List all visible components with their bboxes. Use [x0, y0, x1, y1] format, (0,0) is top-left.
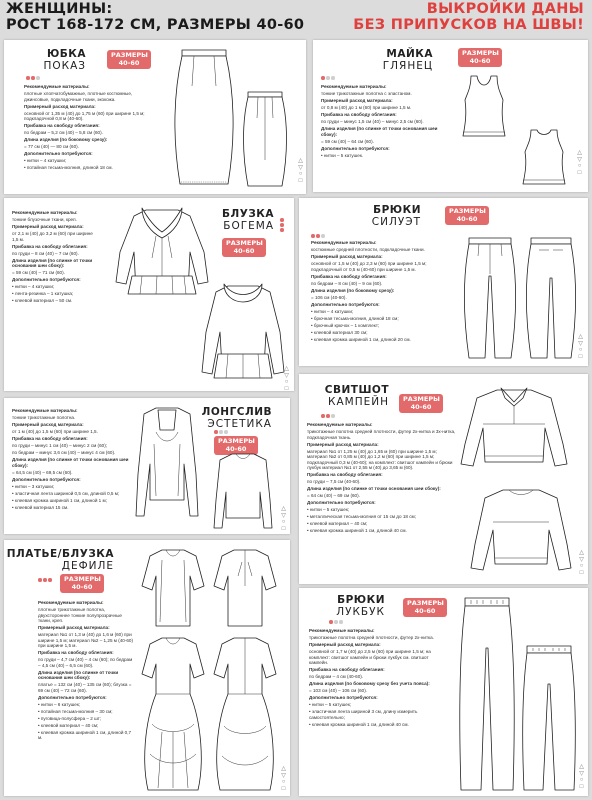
section-text: = 59 см (40) – 64 см (60). — [321, 138, 374, 144]
card-description — [24, 84, 149, 172]
mark-symbol: △ — [284, 366, 289, 372]
section-heading: Длина изделия (по спинке от точки основания шеи сбоку): — [12, 457, 129, 468]
difficulty-dots — [311, 234, 325, 238]
card-pants-siluet[interactable] — [299, 198, 588, 366]
skirt-front-illustration — [172, 46, 236, 186]
section-heading: Рекомендуемые материалы: — [38, 600, 104, 605]
section-heading: Дополнительно потребуются: — [309, 695, 378, 700]
card-title — [361, 204, 421, 228]
blouse-front-illustration — [140, 546, 206, 630]
mark-symbol: ▽ — [281, 512, 286, 519]
badge-label: РАЗМЕРЫ — [449, 207, 486, 215]
section-text: по груди – 8 см (40) – 7 см (60). — [12, 250, 79, 256]
section-heading: Прибавка на свободу облегания: — [311, 273, 387, 279]
top-front-illustration — [459, 74, 509, 138]
badge-sizes: 40-60 — [414, 606, 436, 615]
card-title — [6, 548, 114, 572]
section-text: • клеевой материал 15 см. — [12, 504, 69, 510]
section-heading: Рекомендуемые материалы: — [321, 84, 387, 89]
dress-back-illustration — [212, 634, 278, 792]
mark-symbol: △ — [281, 506, 286, 512]
blouse-back-illustration — [212, 546, 278, 630]
mark-symbol: △ — [281, 766, 286, 772]
mark-symbol: ○ — [284, 379, 289, 385]
badge-sizes: 40-60 — [71, 582, 93, 591]
mark-symbol: ▽ — [298, 164, 303, 171]
difficulty-dots — [214, 430, 228, 434]
section-heading: Прибавка на свободу облегания: — [24, 123, 100, 128]
mark-symbol: ▽ — [281, 772, 286, 779]
skirt-back-illustration — [242, 90, 288, 188]
section-heading: Длина изделия (по спинке от точки основания шеи сбоку): — [38, 669, 119, 680]
section-text: материал №1 от 1,25 м (40) до 1,65 м (60) при ширине 1,5 м; материал №2 от 0,85 м (40) до 1,2 м (60) при ширине 1,5 м; подкладочный 0,3 м (40-60); на комплект: свитшот кампейн и брюки лукбук материал №1 от 2,55 м (40) до 3,65 м (60). — [307, 448, 453, 470]
mark-symbol: □ — [579, 783, 584, 790]
section-text: • нитки – 5 катушек. — [321, 152, 364, 158]
section-text: • нитки – 4 катушки; — [12, 284, 55, 289]
section-text: • брючный крючок – 1 комплект; — [311, 322, 380, 328]
section-heading: Длина изделия (по спинке от точки основания шеи сбоку): — [12, 257, 93, 268]
section-text: трикотажные полотна средней плотности, футер 2х-нитка и 3х-нитка, подкладочная ткань. — [307, 429, 456, 440]
section-text: = 77 см (40) — 80 см (60). — [24, 144, 79, 149]
section-text: по бедрам – 4 см (40-60). — [309, 674, 364, 679]
section-text: • клеевая кромка шириной 1 см, длиной 0,7 м. — [38, 729, 132, 740]
section-text: по груди – минус 1,5 см (40) – минус 2,5 см (60). — [321, 119, 424, 124]
section-heading: Длина изделия (по боковому срезу без учета пояса): — [309, 681, 430, 686]
section-text: = 106 см (40-60). — [311, 294, 347, 300]
side-marks — [280, 766, 287, 792]
section-text: = 64,5 см (40) – 69,5 см (60). — [12, 469, 73, 475]
pants-front-illustration — [461, 236, 519, 360]
garment-type: СВИТШОТ — [324, 384, 389, 396]
difficulty-dots — [280, 218, 284, 232]
section-text: • лента-резинка – 1 катушка; — [12, 291, 74, 296]
difficulty-dots — [329, 620, 343, 624]
top-back-illustration — [521, 128, 567, 186]
size-badge — [60, 574, 104, 593]
badge-label: РАЗМЕРЫ — [111, 51, 148, 59]
section-text: основной от 1,7 м (40) до 2,5 м (60) при ширине 1,5 м; на комплект: свитшот кампейн и брюки лукбук см. свитшот кампейн. — [309, 649, 431, 665]
section-heading: Рекомендуемые материалы: — [12, 408, 78, 413]
section-heading: Рекомендуемые материалы: — [307, 422, 373, 427]
section-text: = 103 см (40) – 106 см (60). — [309, 688, 368, 693]
model-name: ЭСТЕТИКА — [207, 418, 272, 430]
section-text: • брючная тесьма-молния, длиной 18 см; — [311, 315, 399, 321]
card-title — [325, 594, 385, 618]
card-blouse[interactable] — [4, 198, 294, 391]
mark-symbol: △ — [578, 334, 583, 340]
section-heading: Примерный расход материала: — [12, 422, 84, 427]
section-text: по бедрам – 5,2 см (40) – 5,8 см (60). — [24, 130, 103, 135]
difficulty-dots — [321, 76, 335, 80]
mark-symbol: ▽ — [284, 372, 289, 379]
section-text: = 64 см (40) – 69 см (60). — [307, 493, 360, 498]
card-title — [319, 384, 389, 408]
section-text: • нитки – 4 катушки; — [311, 308, 354, 314]
side-marks — [297, 158, 304, 184]
section-text: • нитки – 5 катушек; — [307, 507, 350, 512]
side-marks — [578, 550, 585, 576]
section-text: • эластичная лента шириной 0,5 см, длиной 0,5 м; — [12, 490, 120, 496]
card-top[interactable] — [313, 40, 588, 192]
section-heading: Дополнительно потребуются: — [311, 301, 380, 307]
card-description — [38, 600, 136, 742]
section-text: • клеевая кромка шириной 1 см, длиной 1 м; — [12, 497, 107, 503]
section-heading: Примерный расход материала: — [24, 103, 96, 109]
badge-sizes: 40-60 — [469, 56, 491, 65]
section-text: • пуговица-полусфера – 2 шт; — [38, 715, 102, 721]
size-badge — [399, 394, 443, 413]
section-heading: Дополнительно потребуются: — [24, 151, 93, 156]
section-text: • нитки – 3 катушки; — [12, 483, 55, 489]
section-heading: Рекомендуемые материалы: — [309, 628, 375, 633]
card-sweatshirt[interactable] — [299, 374, 588, 584]
model-name: ДЕФИЛЕ — [61, 560, 114, 572]
card-description — [309, 628, 443, 729]
section-text: по бедрам – 8 см (40) – 9 см (60). — [311, 280, 383, 286]
badge-label: РАЗМЕРЫ — [462, 49, 499, 57]
mark-symbol: □ — [284, 385, 289, 391]
section-text: плотные трикотажные полотна, двухстороннее тонкие полупрозрачные ткани, креп. — [38, 607, 122, 623]
mark-symbol: ○ — [578, 347, 583, 353]
mark-symbol: □ — [281, 525, 286, 532]
section-text: материал №1 от 1,3 м (40) до 1,6 м (60) при ширине 1,5 м; материал №2 – 1,25 м (40-60) при ширине 1,5 м. — [38, 632, 134, 648]
size-badge — [445, 206, 489, 225]
difficulty-dots — [38, 578, 52, 582]
section-heading: Длина изделия (по боковому срезу): — [311, 287, 395, 293]
section-text: трикотажные полотна средней плотности, футер 2х-нитка. — [309, 635, 434, 640]
section-text: • клеевой материал – 50 см. — [12, 298, 73, 303]
card-pants-lookbuk[interactable] — [299, 588, 588, 796]
section-text: основной от 1,35 м (40) до 1,75 м (60) при ширине 1,5 м; подкладочной 0,8 м (40-60). — [24, 110, 145, 121]
mark-symbol: ○ — [281, 779, 286, 785]
size-badge — [107, 50, 151, 69]
model-name: ГЛЯНЕЦ — [382, 60, 433, 72]
section-text: • клеевой материал – 40 см; — [307, 521, 368, 526]
garment-type: БРЮКИ — [373, 204, 421, 216]
mark-symbol: ▽ — [579, 770, 584, 777]
section-text: • потайная тесьма-молния – 30 см; — [38, 708, 113, 714]
mark-symbol: ○ — [579, 563, 584, 569]
badge-label: РАЗМЕРЫ — [403, 395, 440, 403]
section-text: по бедрам – минус 3,6 см (40) – минус 4 см (60). — [12, 450, 116, 455]
section-text: • металлическая тесьма-молния от 15 см до 18 см; — [307, 514, 416, 519]
mark-symbol: ○ — [577, 163, 582, 169]
card-title — [361, 48, 433, 72]
mark-symbol: △ — [577, 150, 582, 156]
mark-symbol: △ — [298, 158, 303, 164]
longsleeve-front-illustration — [134, 404, 200, 530]
section-heading: Прибавка на свободу облегания: — [12, 243, 88, 249]
garment-type: ЛОНГСЛИВ — [201, 406, 272, 418]
mark-symbol: □ — [578, 353, 583, 360]
longsleeve-back-illustration — [212, 452, 274, 532]
mark-symbol: △ — [579, 550, 584, 556]
side-marks — [577, 334, 584, 360]
section-text: • нитки – 5 катушек; — [309, 702, 352, 707]
mark-symbol: □ — [281, 785, 286, 792]
card-title — [208, 208, 274, 232]
size-badge — [458, 48, 502, 67]
badge-label: РАЗМЕРЫ — [407, 599, 444, 607]
badge-sizes: 40-60 — [410, 402, 432, 411]
card-description — [12, 210, 100, 305]
garment-type: БРЮКИ — [337, 594, 385, 606]
section-heading: Примерный расход материала: — [38, 625, 110, 630]
section-heading: Примерный расход материала: — [321, 98, 393, 103]
section-heading: Дополнительно потребуются: — [307, 500, 376, 505]
section-heading: Прибавка на свободу облегания: — [38, 650, 114, 655]
mark-symbol: ▽ — [578, 340, 583, 347]
mark-symbol: ○ — [579, 777, 584, 783]
difficulty-dots — [26, 76, 40, 80]
section-heading: Примерный расход материала: — [309, 642, 381, 647]
garment-type: МАЙКА — [386, 48, 433, 60]
model-name: ЛУКБУК — [336, 606, 385, 618]
section-text: от 2,1 м (40) до 3,2 м (60) при ширине 1,5 м. — [12, 231, 93, 242]
header-title: ЖЕНЩИНЫ: — [6, 1, 113, 17]
section-heading: Дополнительно потребуются: — [12, 277, 81, 282]
page-header-left — [6, 1, 304, 33]
pants-front-illustration — [457, 596, 517, 792]
section-heading: Прибавка на свободу облегания: — [12, 436, 88, 441]
section-text: по груди – 7,5 см (40-60). — [307, 479, 361, 484]
section-text: • нитки – 4 катушки; — [24, 158, 67, 163]
sweatshirt-back-illustration — [469, 486, 573, 572]
card-title — [198, 406, 272, 430]
section-heading: Рекомендуемые материалы: — [24, 84, 90, 89]
side-marks — [578, 764, 585, 790]
section-text: тонкие трикотажные полотна с эластаном. — [321, 91, 412, 96]
section-text: от 0,8 м (40) до 1 м (60) при ширине 1,5 м. — [321, 105, 412, 110]
section-text: костюмные средней плотности, подкладочные ткани. — [311, 247, 425, 252]
warning-line-2: БЕЗ ПРИПУСКОВ НА ШВЫ! — [353, 17, 584, 33]
section-heading: Длина изделия (по боковому срезу): — [24, 137, 108, 142]
section-text: по груди – минус 1 см (40) – минус 2 см (60); — [12, 443, 108, 448]
garment-type: БЛУЗКА — [222, 208, 274, 220]
mark-symbol: □ — [579, 569, 584, 576]
badge-label: РАЗМЕРЫ — [226, 239, 263, 247]
side-marks — [283, 366, 290, 391]
card-dress[interactable] — [4, 540, 290, 796]
section-text: • нитки – 6 катушек; — [38, 701, 81, 707]
badge-sizes: 40-60 — [225, 444, 247, 453]
section-text: • клеевая кромка шириной 1 см, длиной 20 см. — [311, 336, 411, 342]
section-heading: Примерный расход материала: — [307, 441, 379, 447]
dress-front-illustration — [140, 634, 206, 792]
model-name: СИЛУЭТ — [371, 216, 421, 228]
size-badge — [403, 598, 447, 617]
section-heading: Рекомендуемые материалы: — [12, 210, 78, 215]
badge-sizes: 40-60 — [233, 246, 255, 255]
section-heading: Прибавка на свободу облегания: — [309, 667, 385, 672]
section-text: платье = 132 см (40) – 135 см (60); блузка = 69 см (40) – 72 см (60). — [38, 682, 132, 693]
mark-symbol: □ — [298, 177, 303, 184]
section-text: • клеевая кромка шириной 1 см, длиной 40 см. — [307, 528, 407, 533]
section-heading: Дополнительно потребуются: — [38, 694, 107, 700]
section-heading: Примерный расход материала: — [311, 254, 383, 259]
card-description — [307, 422, 457, 535]
blouse-back-illustration — [200, 276, 286, 384]
section-text: • клеевой материал – 40 см; — [38, 722, 99, 728]
card-longsleeve[interactable] — [4, 398, 290, 534]
mark-symbol: ○ — [281, 519, 286, 525]
section-text: = 59 см (40) – 71 см (60). — [12, 270, 65, 275]
blouse-front-illustration — [112, 202, 212, 296]
section-heading: Прибавка на свободу облегания: — [307, 472, 383, 477]
section-heading: Прибавка на свободу облегания: — [321, 112, 397, 117]
mark-symbol: △ — [579, 764, 584, 770]
section-text: • потайная тесьма-молния, длиной 18 см. — [24, 165, 113, 170]
mark-symbol: ○ — [298, 171, 303, 177]
side-marks — [280, 506, 287, 532]
section-text: • клеевая кромка шириной 1 см, длиной 40 см. — [309, 721, 409, 727]
badge-label: РАЗМЕРЫ — [64, 575, 101, 583]
difficulty-dots — [321, 414, 335, 418]
section-text: по груди – 4,7 см (40) – 4 см (60); по бедрам – 4,5 см (40) – 6,5 см (60). — [38, 657, 133, 668]
section-text: от 1 м (40) до 1,5 м (60) при ширине 1,5. — [12, 429, 98, 434]
section-text: • эластичная лента шириной 3 см, длину измерить самостоятельно; — [309, 709, 418, 720]
size-badge — [222, 238, 266, 257]
section-text: плотные хлопчатобумажные, плотные костюмные, джинсовые, подкладочные ткани, экокожа. — [24, 91, 133, 102]
section-heading: Рекомендуемые материалы: — [311, 240, 377, 245]
section-heading: Примерный расход материала: — [12, 224, 84, 229]
section-text: • клеевой материал 30 см; — [311, 329, 368, 335]
section-heading: Длина изделия (по спинке от точки основания шеи сбоку): — [321, 126, 438, 137]
pants-back-illustration — [521, 644, 577, 792]
section-heading: Длина изделия (по спинке от точки основания шеи сбоку): — [307, 486, 441, 491]
model-name: БОГЕМА — [223, 220, 274, 232]
card-description — [12, 408, 130, 512]
header-subtitle: РОСТ 168-172 СМ, РАЗМЕРЫ 40-60 — [6, 17, 305, 33]
badge-label: РАЗМЕРЫ — [218, 437, 255, 445]
side-marks — [576, 150, 583, 176]
card-description — [311, 240, 453, 344]
garment-type: ПЛАТЬЕ/БЛУЗКА — [6, 548, 114, 560]
badge-sizes: 40-60 — [118, 58, 140, 67]
model-name: КАМПЕЙН — [328, 396, 389, 408]
mark-symbol: □ — [577, 169, 582, 176]
mark-symbol: ▽ — [579, 556, 584, 563]
section-text: основной от 1,5 м (40) до 2,3 м (60) при ширине 1,5 м; подкладочный от 0,5 м (40-60) при ширине 1,5 м. — [311, 261, 427, 272]
mark-symbol: ▽ — [577, 156, 582, 163]
section-heading: Дополнительно потребуются: — [321, 145, 390, 151]
card-description — [321, 84, 449, 160]
section-heading: Дополнительно потребуются: — [12, 476, 81, 482]
warning-line-1: ВЫКРОЙКИ ДАНЫ — [426, 1, 584, 17]
section-text: тонкие трикотажные полотна. — [12, 415, 76, 420]
section-text: тонкие блузочные ткани, креп. — [12, 217, 77, 222]
model-name: ПОКАЗ — [43, 60, 86, 72]
garment-type: ЮБКА — [46, 48, 86, 60]
sweatshirt-front-illustration — [459, 384, 569, 468]
page-header-right — [353, 1, 584, 33]
card-skirt[interactable] — [4, 40, 306, 194]
card-title — [24, 48, 86, 72]
badge-sizes: 40-60 — [456, 214, 478, 223]
pants-back-illustration — [523, 236, 579, 360]
